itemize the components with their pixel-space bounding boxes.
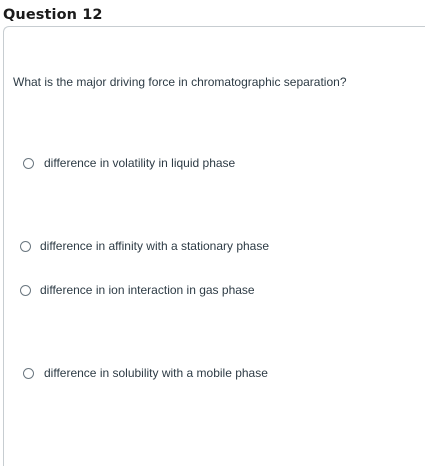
radio-button-affinity[interactable]	[20, 241, 31, 252]
answer-label-solubility[interactable]: difference in solubility with a mobile phase	[44, 366, 268, 380]
question-text: What is the major driving force in chromatographic separation?	[13, 75, 347, 89]
radio-button-ion-interaction[interactable]	[20, 285, 31, 296]
radio-button-solubility[interactable]	[23, 368, 34, 379]
answer-label-volatility[interactable]: difference in volatility in liquid phase	[44, 156, 236, 170]
answer-option-volatility[interactable]	[23, 155, 235, 171]
answer-label-ion-interaction[interactable]: difference in ion interaction in gas phase	[40, 283, 255, 297]
answer-label-affinity[interactable]: difference in affinity with a stationary phase	[40, 239, 270, 253]
question-header	[0, 0, 425, 26]
question-title: Question 12	[3, 7, 103, 23]
answer-option-affinity[interactable]	[20, 238, 269, 254]
radio-button-volatility[interactable]	[23, 158, 34, 169]
answer-option-ion-interaction[interactable]	[20, 282, 255, 298]
answer-option-solubility[interactable]	[23, 365, 268, 381]
